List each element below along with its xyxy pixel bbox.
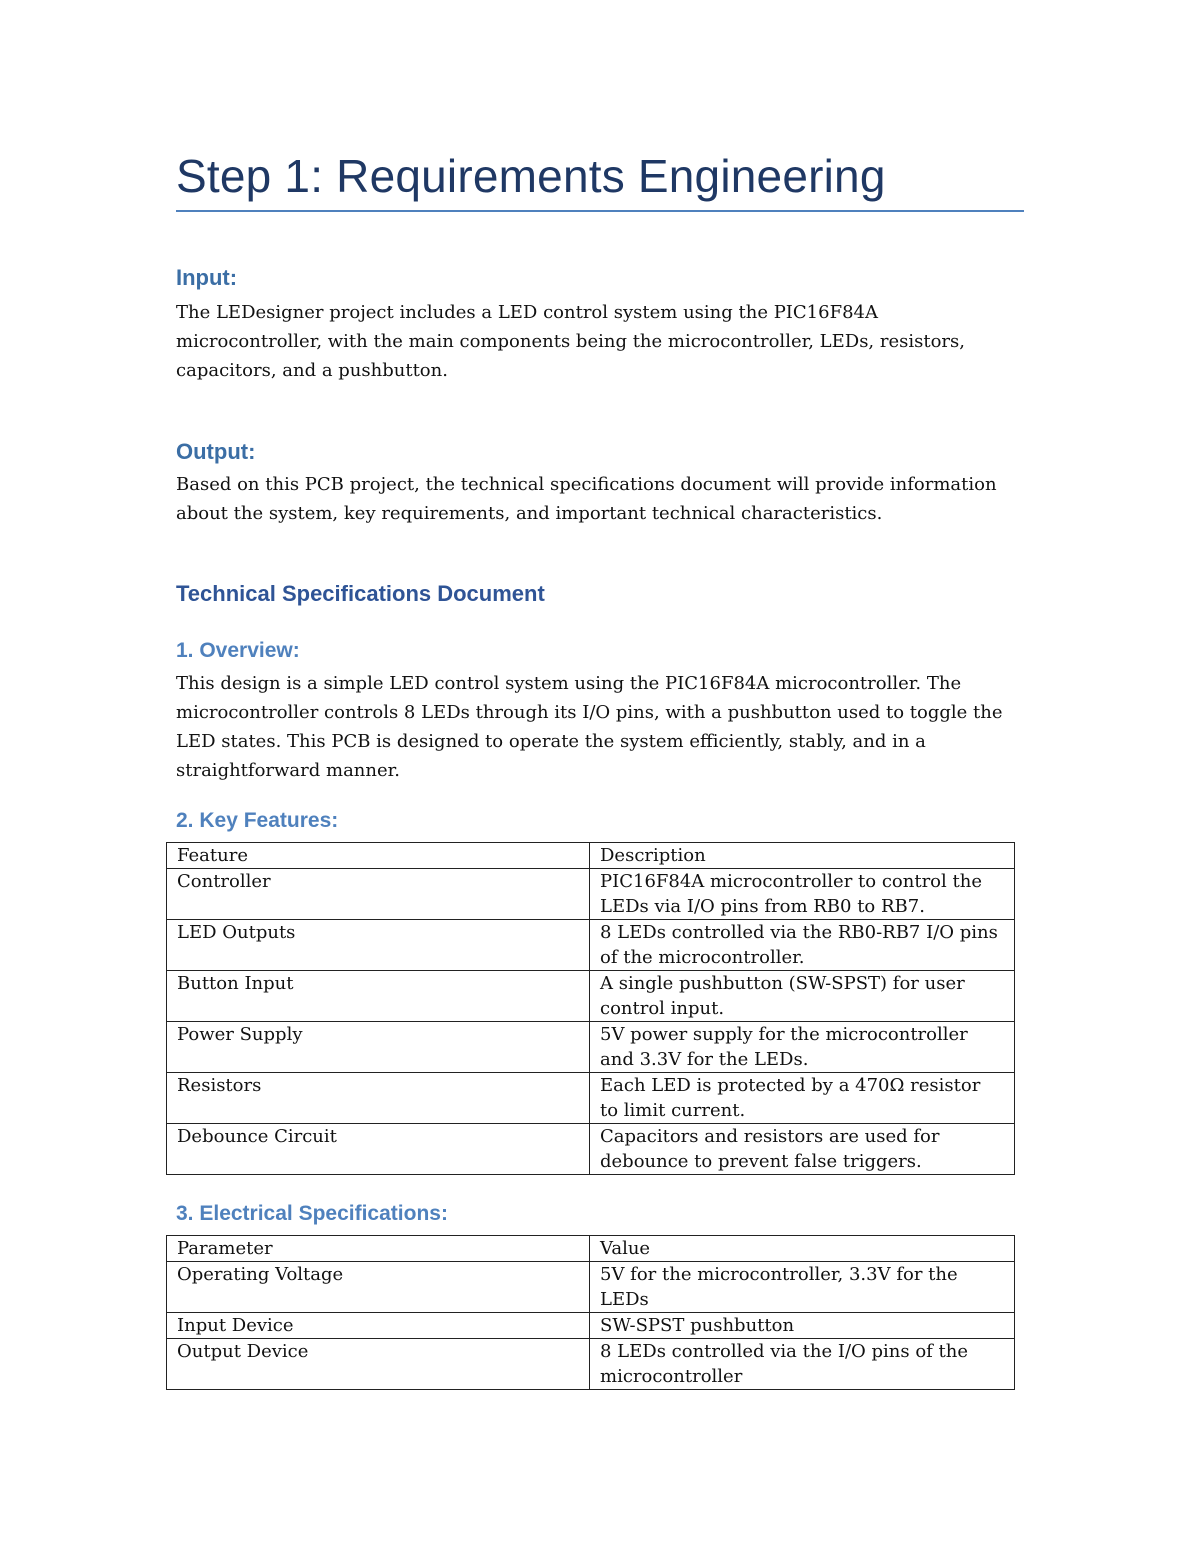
features-table bbox=[166, 842, 1015, 1175]
description-line: 5V power supply for the microcontroller bbox=[600, 1024, 968, 1045]
output-paragraph bbox=[176, 470, 1012, 528]
overview-paragraph bbox=[176, 669, 1012, 785]
header-cell: Value bbox=[590, 1236, 1015, 1262]
tech-doc-heading: Technical Specifications Document bbox=[176, 581, 545, 606]
feature-name: Controller bbox=[167, 869, 590, 920]
input-line: capacitors, and a pushbutton. bbox=[176, 360, 448, 381]
feature-description bbox=[590, 971, 1015, 1022]
electrical-heading: 3. Electrical Specifications: bbox=[176, 1202, 448, 1225]
overview-line: This design is a simple LED control system using the PIC16F84A microcontroller. The bbox=[176, 673, 962, 694]
table-row bbox=[167, 920, 1015, 971]
feature-name: LED Outputs bbox=[167, 920, 590, 971]
value-line: LEDs bbox=[600, 1289, 649, 1310]
value-line: 5V for the microcontroller, 3.3V for the bbox=[600, 1264, 958, 1285]
table-row bbox=[167, 1124, 1015, 1175]
description-line: PIC16F84A microcontroller to control the bbox=[600, 871, 982, 892]
feature-name: Button Input bbox=[167, 971, 590, 1022]
table-row bbox=[167, 971, 1015, 1022]
input-line: microcontroller, with the main components being the microcontroller, LEDs, resistors, bbox=[176, 331, 965, 352]
parameter-name: Input Device bbox=[167, 1313, 590, 1339]
feature-description bbox=[590, 1022, 1015, 1073]
parameter-name: Output Device bbox=[167, 1339, 590, 1390]
value-line: 8 LEDs controlled via the I/O pins of the bbox=[600, 1341, 969, 1362]
feature-description bbox=[590, 1124, 1015, 1175]
table-row bbox=[167, 1073, 1015, 1124]
output-line: Based on this PCB project, the technical specifications document will provide information bbox=[176, 474, 997, 495]
table-row bbox=[167, 869, 1015, 920]
parameter-value bbox=[590, 1313, 1015, 1339]
input-heading: Input: bbox=[176, 265, 238, 290]
header-cell: Feature bbox=[167, 843, 590, 869]
value-line: SW-SPST pushbutton bbox=[600, 1315, 795, 1336]
description-line: LEDs via I/O pins from RB0 to RB7. bbox=[600, 896, 925, 917]
page-title: Step 1: Requirements Engineering bbox=[176, 150, 886, 202]
description-line: of the microcontroller. bbox=[600, 947, 805, 968]
features-heading: 2. Key Features: bbox=[176, 809, 339, 832]
parameter-value bbox=[590, 1262, 1015, 1313]
input-paragraph bbox=[176, 298, 1012, 385]
description-line: A single pushbutton (SW-SPST) for user bbox=[600, 973, 965, 994]
parameter-value bbox=[590, 1339, 1015, 1390]
feature-description bbox=[590, 1073, 1015, 1124]
overview-line: microcontroller controls 8 LEDs through its I/O pins, with a pushbutton used to toggle the bbox=[176, 702, 1003, 723]
description-line: debounce to prevent false triggers. bbox=[600, 1151, 922, 1172]
table-header-row bbox=[167, 1236, 1015, 1262]
overview-line: LED states. This PCB is designed to operate the system efficiently, stably, and in a bbox=[176, 731, 926, 752]
table-row bbox=[167, 1262, 1015, 1313]
overview-heading: 1. Overview: bbox=[176, 639, 300, 662]
description-line: 8 LEDs controlled via the RB0-RB7 I/O pins bbox=[600, 922, 998, 943]
electrical-table bbox=[166, 1235, 1015, 1390]
table-row bbox=[167, 1022, 1015, 1073]
overview-line: straightforward manner. bbox=[176, 760, 400, 781]
header-cell: Parameter bbox=[167, 1236, 590, 1262]
feature-name: Resistors bbox=[167, 1073, 590, 1124]
input-line: The LEDesigner project includes a LED control system using the PIC16F84A bbox=[176, 302, 878, 323]
feature-name: Debounce Circuit bbox=[167, 1124, 590, 1175]
output-heading: Output: bbox=[176, 439, 256, 464]
parameter-name: Operating Voltage bbox=[167, 1262, 590, 1313]
description-line: Each LED is protected by a 470Ω resistor bbox=[600, 1075, 981, 1096]
value-line: microcontroller bbox=[600, 1366, 743, 1387]
description-line: Capacitors and resistors are used for bbox=[600, 1126, 940, 1147]
description-line: to limit current. bbox=[600, 1100, 746, 1121]
description-line: and 3.3V for the LEDs. bbox=[600, 1049, 809, 1070]
output-line: about the system, key requirements, and important technical characteristics. bbox=[176, 503, 883, 524]
description-line: control input. bbox=[600, 998, 725, 1019]
table-row bbox=[167, 1339, 1015, 1390]
title-underline bbox=[176, 210, 1024, 212]
feature-description bbox=[590, 920, 1015, 971]
header-cell: Description bbox=[590, 843, 1015, 869]
table-header-row bbox=[167, 843, 1015, 869]
table-row bbox=[167, 1313, 1015, 1339]
feature-description bbox=[590, 869, 1015, 920]
feature-name: Power Supply bbox=[167, 1022, 590, 1073]
